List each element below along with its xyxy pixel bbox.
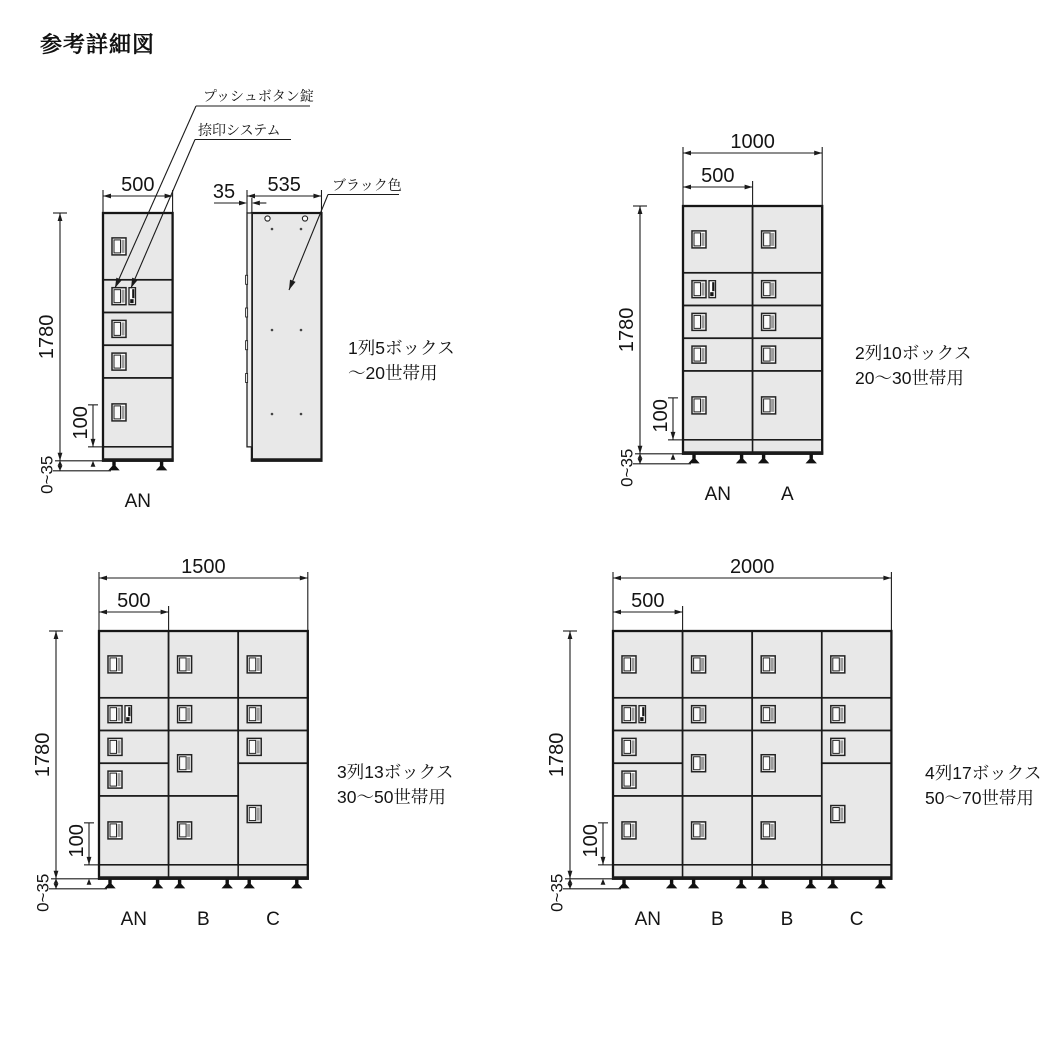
box-handle-inner (180, 658, 187, 671)
dim-arrow (99, 576, 107, 581)
box-handle-strip (257, 708, 260, 721)
box-handle-strip (701, 708, 704, 721)
box-handle-strip (632, 740, 635, 753)
box-handle-inner (624, 773, 631, 786)
dim-arrow (103, 194, 111, 199)
box-handle-strip (701, 757, 704, 770)
box-handle-inner (114, 322, 121, 335)
adjustable-foot (104, 882, 115, 888)
dim-arrow (54, 871, 59, 879)
adjustable-foot (108, 464, 119, 470)
rivet-dot (300, 413, 303, 416)
stamp-mark (128, 707, 130, 716)
box-handle-strip (701, 824, 704, 837)
dim-arrow (54, 884, 59, 889)
box-handle-inner (763, 757, 770, 770)
dim-arrow (247, 194, 255, 199)
adjustable-foot (156, 464, 167, 470)
rivet-dot (300, 228, 303, 231)
box-handle-inner (694, 757, 701, 770)
box-handle-strip (771, 708, 774, 721)
dim-label: 1000 (730, 131, 775, 153)
dim-arrow (814, 151, 822, 156)
box-handle-inner (764, 283, 771, 296)
column-label: C (849, 908, 864, 930)
box-handle-strip (702, 283, 705, 296)
adjustable-foot (758, 457, 769, 463)
box-handle-inner (694, 348, 701, 361)
dim-label: 535 (267, 174, 301, 196)
box-handle-strip (122, 406, 125, 419)
dim-arrow (54, 631, 59, 639)
box-handle-strip (118, 773, 121, 786)
dim-arrow (568, 631, 573, 639)
adjustable-foot (805, 882, 816, 888)
box-handle-strip (122, 240, 125, 253)
column-label: B (780, 908, 794, 930)
dim-arrow (252, 201, 260, 206)
unit-description: 4列17ボックス (925, 763, 1042, 783)
dim-arrow (87, 879, 92, 885)
box-handle-inner (833, 658, 840, 671)
stamp-mark (640, 717, 643, 721)
box-handle-inner (694, 283, 701, 296)
box-handle-inner (624, 824, 631, 837)
dim-arrow (638, 454, 643, 459)
hinge-mark (246, 374, 248, 383)
stamp-mark (712, 282, 714, 291)
rivet-dot (271, 329, 274, 332)
dim-label-feet: 0~35 (37, 455, 57, 494)
box-handle-strip (118, 708, 121, 721)
unit-description: 20〜30世帯用 (855, 368, 964, 388)
box-handle-inner (694, 233, 701, 246)
dim-arrow (54, 879, 59, 884)
box-handle-inner (249, 808, 256, 821)
hinge-mark (246, 308, 248, 317)
box-handle-strip (702, 348, 705, 361)
dim-arrow (745, 185, 753, 190)
box-handle-strip (771, 399, 774, 412)
dim-arrow (671, 454, 676, 460)
dim-label-height: 1780 (32, 732, 54, 778)
box-handle-strip (187, 708, 190, 721)
box-handle-strip (702, 399, 705, 412)
box-handle-inner (110, 708, 117, 721)
box-handle-inner (249, 740, 256, 753)
box-handle-strip (187, 824, 190, 837)
box-handle-inner (763, 708, 770, 721)
box-handle-strip (257, 740, 260, 753)
dim-label: 500 (701, 165, 735, 187)
box-handle-inner (249, 708, 256, 721)
side-panel (252, 213, 322, 461)
box-handle-strip (771, 757, 774, 770)
rivet-dot (271, 228, 274, 231)
adjustable-foot (152, 882, 163, 888)
adjustable-foot (291, 882, 302, 888)
box-handle-inner (114, 406, 121, 419)
box-handle-strip (187, 757, 190, 770)
unit-description: 2列10ボックス (855, 343, 972, 363)
hinge-mark (246, 275, 248, 284)
column-label: B (197, 908, 210, 930)
column-label: B (711, 908, 724, 930)
black-color-label: ブラック色 (332, 177, 402, 193)
box-handle-strip (257, 658, 260, 671)
column-label: A (781, 483, 794, 505)
box-handle-inner (764, 315, 771, 328)
dim-arrow (883, 576, 891, 581)
column-label: AN (124, 490, 152, 512)
box-handle-inner (694, 824, 701, 837)
box-handle-strip (840, 808, 843, 821)
dim-arrow (638, 459, 643, 464)
box-handle-inner (833, 808, 840, 821)
box-handle-inner (249, 658, 256, 671)
box-handle-strip (187, 658, 190, 671)
box-handle-strip (771, 283, 774, 296)
dim-arrow (601, 879, 606, 885)
box-handle-strip (771, 658, 774, 671)
dim-label: 1500 (181, 556, 226, 578)
unit-description: 50〜70世帯用 (925, 788, 1034, 808)
adjustable-foot (875, 882, 886, 888)
dim-label-feet: 0~35 (547, 873, 567, 912)
adjustable-foot (736, 457, 747, 463)
adjustable-foot (688, 882, 699, 888)
box-handle-strip (771, 824, 774, 837)
box-handle-inner (110, 658, 117, 671)
box-handle-strip (122, 322, 125, 335)
column-label: C (266, 908, 280, 930)
dim-arrow (58, 466, 63, 471)
box-handle-inner (694, 708, 701, 721)
box-handle-strip (840, 740, 843, 753)
side-door-edge (247, 213, 252, 447)
box-handle-inner (694, 315, 701, 328)
box-handle-inner (694, 658, 701, 671)
box-handle-strip (118, 658, 121, 671)
box-handle-strip (840, 658, 843, 671)
box-handle-strip (632, 773, 635, 786)
dim-label-base: 100 (66, 824, 88, 858)
box-handle-strip (632, 824, 635, 837)
dim-arrow (675, 610, 683, 615)
box-handle-inner (764, 348, 771, 361)
adjustable-foot (688, 457, 699, 463)
dim-label: 35 (212, 181, 236, 203)
hinge-mark (246, 341, 248, 350)
box-handle-strip (632, 658, 635, 671)
dim-label: 2000 (729, 556, 775, 578)
stamp-mark (132, 289, 134, 298)
dim-arrow (613, 610, 621, 615)
box-handle-inner (110, 740, 117, 753)
adjustable-foot (758, 882, 769, 888)
stamp-mark (710, 292, 713, 296)
box-handle-inner (110, 773, 117, 786)
dim-arrow (300, 576, 308, 581)
box-handle-inner (694, 399, 701, 412)
unit-description: 3列13ボックス (337, 762, 454, 782)
dim-label-height: 1780 (36, 314, 58, 360)
dim-arrow (313, 194, 321, 199)
box-handle-strip (771, 348, 774, 361)
dim-label-base: 100 (650, 399, 672, 433)
unit-description: 30〜50世帯用 (337, 787, 446, 807)
adjustable-foot (222, 882, 233, 888)
adjustable-foot (827, 882, 838, 888)
adjustable-foot (666, 882, 677, 888)
rivet-dot (271, 413, 274, 416)
dim-label-base: 100 (70, 406, 92, 440)
box-handle-inner (114, 290, 121, 303)
page-title: 参考詳細図 (40, 32, 156, 57)
stamp-mark (130, 299, 133, 303)
unit-description: 〜20世帯用 (348, 363, 438, 383)
box-handle-strip (771, 233, 774, 246)
dim-arrow (613, 576, 621, 581)
box-handle-strip (118, 740, 121, 753)
box-handle-inner (833, 740, 840, 753)
dim-arrow (58, 453, 63, 461)
box-handle-strip (632, 708, 635, 721)
box-handle-strip (702, 233, 705, 246)
dim-arrow (91, 461, 96, 467)
box-handle-inner (180, 708, 187, 721)
column-label: AN (120, 908, 148, 930)
adjustable-foot (736, 882, 747, 888)
box-handle-strip (702, 315, 705, 328)
dim-arrow (638, 206, 643, 214)
box-handle-strip (701, 658, 704, 671)
adjustable-foot (174, 882, 185, 888)
push-button-lock-label: プッシュボタン錠 (203, 88, 314, 104)
screw-hole (302, 216, 307, 221)
box-handle-inner (833, 708, 840, 721)
dim-arrow (58, 461, 63, 466)
dim-label-base: 100 (580, 824, 602, 858)
box-handle-inner (624, 740, 631, 753)
dim-label-feet: 0~35 (33, 873, 53, 912)
box-handle-inner (114, 240, 121, 253)
dim-label: 500 (631, 590, 665, 612)
adjustable-foot (618, 882, 629, 888)
box-handle-inner (763, 824, 770, 837)
dim-label: 500 (121, 174, 155, 196)
box-handle-inner (110, 824, 117, 837)
unit-description: 1列5ボックス (348, 338, 455, 358)
box-handle-strip (840, 708, 843, 721)
box-handle-inner (180, 757, 187, 770)
box-handle-inner (624, 658, 631, 671)
dim-label-height: 1780 (546, 732, 568, 778)
dim-arrow (683, 185, 691, 190)
dim-arrow (239, 201, 247, 206)
adjustable-foot (244, 882, 255, 888)
box-handle-inner (114, 355, 121, 368)
column-label: AN (704, 483, 732, 505)
box-handle-inner (764, 399, 771, 412)
stamp-mark (126, 717, 129, 721)
column-label: AN (634, 908, 662, 930)
stamp-system-label: 捺印システム (198, 122, 281, 138)
stamp-mark (642, 707, 644, 716)
adjustable-foot (806, 457, 817, 463)
box-handle-inner (764, 233, 771, 246)
box-handle-inner (180, 824, 187, 837)
box-handle-inner (763, 658, 770, 671)
screw-hole (265, 216, 270, 221)
box-handle-strip (122, 355, 125, 368)
box-handle-strip (771, 315, 774, 328)
dim-label-feet: 0~35 (617, 448, 637, 487)
dim-label-height: 1780 (616, 307, 638, 353)
box-handle-strip (257, 808, 260, 821)
rivet-dot (300, 329, 303, 332)
dim-arrow (99, 610, 107, 615)
box-handle-inner (624, 708, 631, 721)
dim-label: 500 (117, 590, 151, 612)
dim-arrow (568, 884, 573, 889)
dim-arrow (58, 213, 63, 221)
dim-arrow (568, 871, 573, 879)
dim-arrow (568, 879, 573, 884)
dim-arrow (161, 610, 169, 615)
box-handle-strip (122, 290, 125, 303)
dim-arrow (683, 151, 691, 156)
dim-arrow (638, 446, 643, 454)
box-handle-strip (118, 824, 121, 837)
